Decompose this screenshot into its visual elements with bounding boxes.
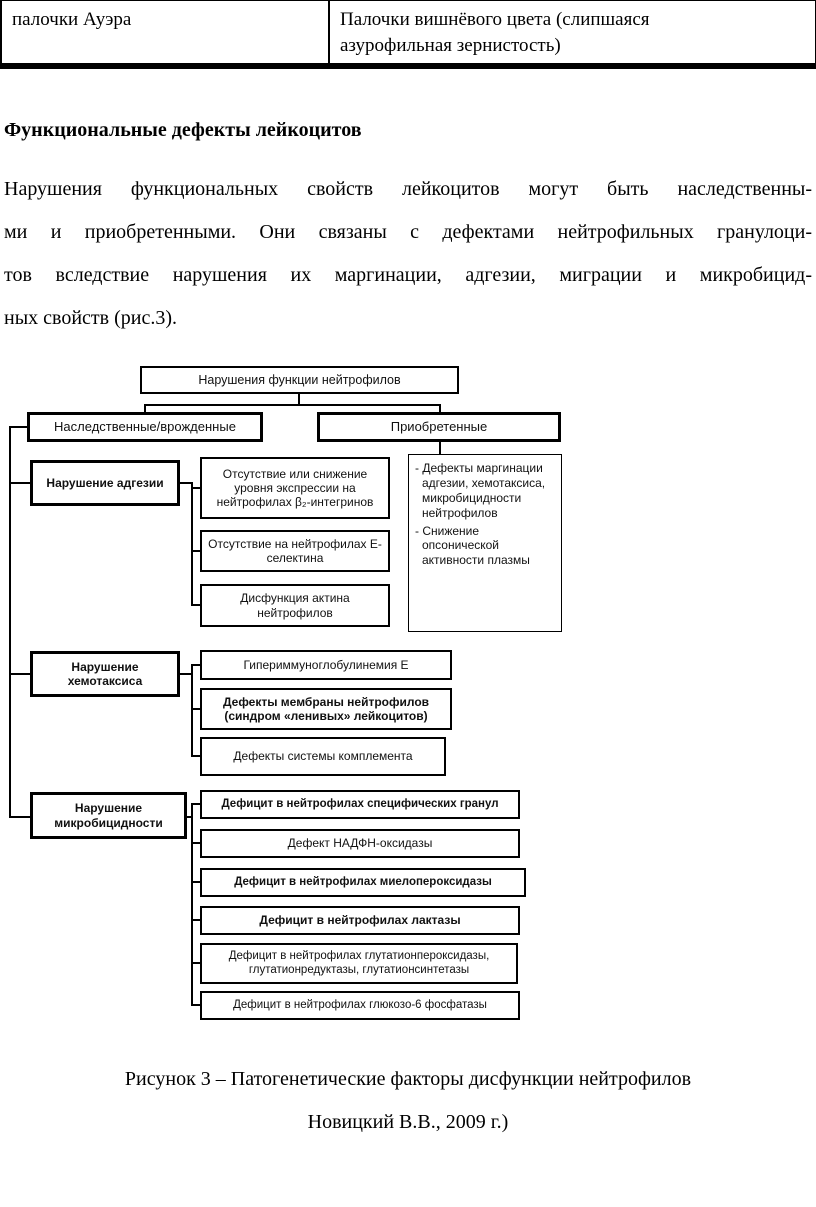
figure-caption-line2: Новицкий В.В., 2009 г.) xyxy=(307,1111,509,1133)
acquired-detail-item: - Снижение опсонической активности плазмы xyxy=(415,523,530,568)
figure-caption xyxy=(0,1058,816,1144)
connector-line xyxy=(192,919,200,921)
connector-line xyxy=(192,755,200,757)
adhesion-item-box: Отсутствие на нейтрофилах Е-селектина xyxy=(200,530,390,572)
connector-line xyxy=(192,1004,200,1006)
table-cell-left: палочки Ауэра xyxy=(2,1,330,63)
connector-line xyxy=(191,664,193,757)
chemotaxis-item-box: Дефекты системы комплемента xyxy=(200,737,446,776)
body-paragraph xyxy=(4,168,812,340)
connector-line xyxy=(192,881,200,883)
microbicidal-item-box: Дефицит в нейтрофилах миелопероксидазы xyxy=(200,868,526,897)
connector-line xyxy=(144,404,441,406)
section-heading: Функциональные дефекты лейкоцитов xyxy=(4,119,362,141)
chemotaxis-item-box: Гипериммуноглобулинемия Е xyxy=(200,650,452,680)
connector-line xyxy=(439,442,441,454)
root-box: Нарушения функции нейтрофилов xyxy=(140,366,459,394)
microbicidal-item-box: Дефицит в нейтрофилах глюкозо-6 фосфатазы xyxy=(200,991,520,1020)
connector-line xyxy=(192,604,200,606)
connector-line xyxy=(10,816,30,818)
connector-line xyxy=(191,803,193,1006)
acquired-detail-item: - Дефекты маргинации адгезии, хемотаксиса, микробицидности нейтрофилов xyxy=(415,461,546,520)
table-cell-right-text: Палочки вишнёвого цвета (слипшаяся азурофильная зернистость) xyxy=(340,9,650,56)
paragraph-line: тов вследствие нарушения их маргинации, адгезии, миграции и микробицид- xyxy=(4,264,812,286)
connector-line xyxy=(298,394,300,404)
paragraph-line: ми и приобретенными. Они связаны с дефектами нейтрофильных гранулоци- xyxy=(4,221,812,243)
connector-line xyxy=(10,673,30,675)
continued-table xyxy=(0,0,816,69)
figure-caption-line1: Рисунок 3 – Патогенетические факторы дисфункции нейтрофилов xyxy=(124,1068,692,1090)
microbicidal-item-box: Дефицит в нейтрофилах специфических гранул xyxy=(200,790,520,819)
category-box-microbicidal: Нарушение микробицидности xyxy=(30,792,187,839)
connector-line xyxy=(192,962,200,964)
adhesion-item-box: Отсутствие или снижение уровня экспрессии на нейтрофилах β₂-интегринов xyxy=(200,457,390,519)
connector-line xyxy=(192,487,200,489)
adhesion-item-box: Дисфункция актина нейтрофилов xyxy=(200,584,390,627)
microbicidal-item-box: Дефицит в нейтрофилах глутатионпероксидазы, глутатионредуктазы, глутатионсинтетазы xyxy=(200,943,518,984)
table-cell-right xyxy=(330,1,815,63)
connector-line xyxy=(192,803,200,805)
category-box-adhesion: Нарушение адгезии xyxy=(30,460,180,506)
connector-line xyxy=(10,482,30,484)
paragraph-line: ных свойств (рис.3). xyxy=(4,307,177,329)
connector-line xyxy=(192,842,200,844)
branch-box-acquired: Приобретенные xyxy=(317,412,561,442)
connector-line xyxy=(9,426,11,818)
connector-line xyxy=(10,426,27,428)
branch-box-hereditary: Наследственные/врожденные xyxy=(27,412,263,442)
connector-line xyxy=(192,708,200,710)
connector-line xyxy=(192,550,200,552)
chemotaxis-item-box: Дефекты мембраны нейтрофилов (синдром «ленивых» лейкоцитов) xyxy=(200,688,452,730)
microbicidal-item-box: Дефицит в нейтрофилах лактазы xyxy=(200,906,520,935)
acquired-detail-box xyxy=(408,454,562,632)
connector-line xyxy=(191,482,193,606)
microbicidal-item-box: Дефект НАДФН-оксидазы xyxy=(200,829,520,858)
flowchart-figure xyxy=(0,362,600,1024)
connector-line xyxy=(192,664,200,666)
category-box-chemotaxis: Нарушение хемотаксиса xyxy=(30,651,180,697)
paragraph-line: Нарушения функциональных свойств лейкоцитов могут быть наследственны- xyxy=(4,178,812,200)
